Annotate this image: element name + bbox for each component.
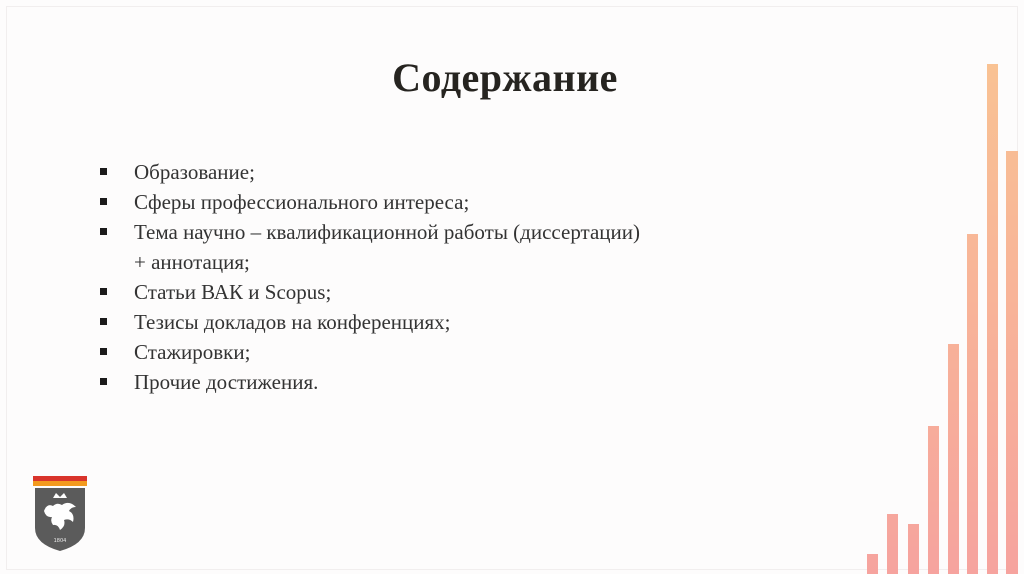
list-item (100, 187, 640, 217)
decorative-bars (860, 60, 1024, 574)
decorative-bar (987, 64, 998, 574)
list-item (100, 307, 640, 337)
decorative-bar (908, 524, 919, 574)
logo-year: 1804 (53, 538, 67, 544)
bullet-square-icon (100, 378, 107, 385)
list-item (100, 277, 640, 307)
decorative-bar (1006, 151, 1018, 574)
list-item-text: Образование; (134, 160, 255, 184)
list-item-text: Сферы профессионального интереса; (134, 190, 470, 214)
university-emblem-logo (33, 476, 87, 552)
decorative-bar (867, 554, 878, 574)
bullet-square-icon (100, 288, 107, 295)
decorative-bar (928, 426, 939, 574)
logo-orange-stripe (33, 481, 87, 486)
decorative-bar (887, 514, 898, 574)
decorative-bar (967, 234, 978, 574)
list-item (100, 337, 640, 367)
bullet-square-icon (100, 318, 107, 325)
slide-title: Содержание (392, 55, 618, 100)
list-item-text: Стажировки; (134, 340, 251, 364)
list-item-text: Статьи ВАК и Scopus; (134, 280, 332, 304)
list-item-continuation: + аннотация; (134, 250, 250, 274)
list-item (100, 367, 640, 397)
decorative-bar (948, 344, 959, 574)
contents-list (100, 157, 640, 397)
list-item-text: Тема научно – квалификационной работы (диссертации) (134, 220, 640, 244)
list-item (100, 217, 640, 277)
bullet-square-icon (100, 168, 107, 175)
logo-red-stripe (33, 476, 87, 481)
bullet-square-icon (100, 228, 107, 235)
list-item (100, 157, 640, 187)
bullet-square-icon (100, 198, 107, 205)
bullet-square-icon (100, 348, 107, 355)
list-item-text: Тезисы докладов на конференциях; (134, 310, 451, 334)
list-item-text: Прочие достижения. (134, 370, 319, 394)
